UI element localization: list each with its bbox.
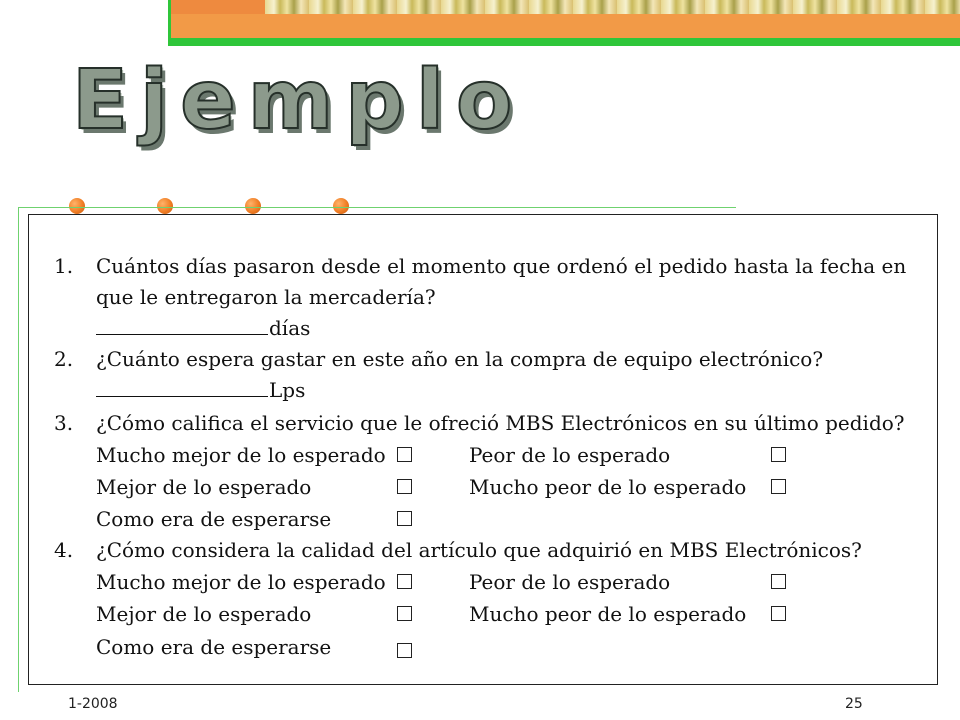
option-label: Mucho mejor de lo esperado <box>96 570 386 594</box>
header-orange-block <box>168 0 265 14</box>
option-checkbox[interactable] <box>397 511 412 526</box>
answer-line-lps <box>96 375 305 406</box>
blank-line <box>96 314 268 335</box>
orange-bullet-dot <box>69 198 85 214</box>
option-checkbox[interactable] <box>771 479 786 494</box>
orange-bullet-dot <box>157 198 173 214</box>
question-number: 1. <box>54 254 74 278</box>
option-checkbox[interactable] <box>397 574 412 589</box>
question-text: ¿Cómo califica el servicio que le ofreció MBS Electrónicos en su último pedido? <box>96 411 905 435</box>
header-orange-band <box>168 14 960 38</box>
question-number: 4. <box>54 538 74 562</box>
option-label: Peor de lo esperado <box>469 570 671 594</box>
option-checkbox[interactable] <box>397 606 412 621</box>
question-number: 3. <box>54 411 74 435</box>
option-checkbox[interactable] <box>771 447 786 462</box>
header-green-line <box>168 38 960 46</box>
orange-bullet-dot <box>333 198 349 214</box>
option-label: Peor de lo esperado <box>469 443 671 467</box>
option-checkbox[interactable] <box>397 447 412 462</box>
option-label: Como era de esperarse <box>96 635 332 659</box>
orange-bullet-dot <box>245 198 261 214</box>
question-text: Cuántos días pasaron desde el momento que ordenó el pedido hasta la fecha en que le entregaron la mercadería? <box>96 254 907 309</box>
slide-title: Ejemplo <box>72 53 525 148</box>
option-checkbox[interactable] <box>771 574 786 589</box>
option-label: Mucho peor de lo esperado <box>469 602 747 626</box>
question-text: ¿Cuánto espera gastar en este año en la compra de equipo electrónico? <box>96 347 824 371</box>
slide-number: 25 <box>845 696 863 712</box>
answer-line-days <box>96 313 310 344</box>
green-rule-horizontal <box>18 207 736 208</box>
option-label: Mejor de lo esperado <box>96 602 312 626</box>
option-checkbox[interactable] <box>771 606 786 621</box>
option-label: Como era de esperarse <box>96 507 332 531</box>
option-checkbox[interactable] <box>397 643 412 658</box>
question-number: 2. <box>54 347 74 371</box>
option-checkbox[interactable] <box>397 479 412 494</box>
questionnaire-image <box>28 214 938 685</box>
footer-date: 1-2008 <box>68 696 118 712</box>
option-label: Mucho peor de lo esperado <box>469 475 747 499</box>
header-floral-image <box>265 0 960 14</box>
header-green-vertical-line <box>168 0 171 46</box>
answer-unit: Lps <box>269 378 306 402</box>
green-rule-vertical <box>18 207 19 692</box>
question-text: ¿Cómo considera la calidad del artículo que adquirió en MBS Electrónicos? <box>96 538 862 562</box>
blank-line <box>96 376 268 397</box>
answer-unit: días <box>269 316 311 340</box>
option-label: Mucho mejor de lo esperado <box>96 443 386 467</box>
option-label: Mejor de lo esperado <box>96 475 312 499</box>
